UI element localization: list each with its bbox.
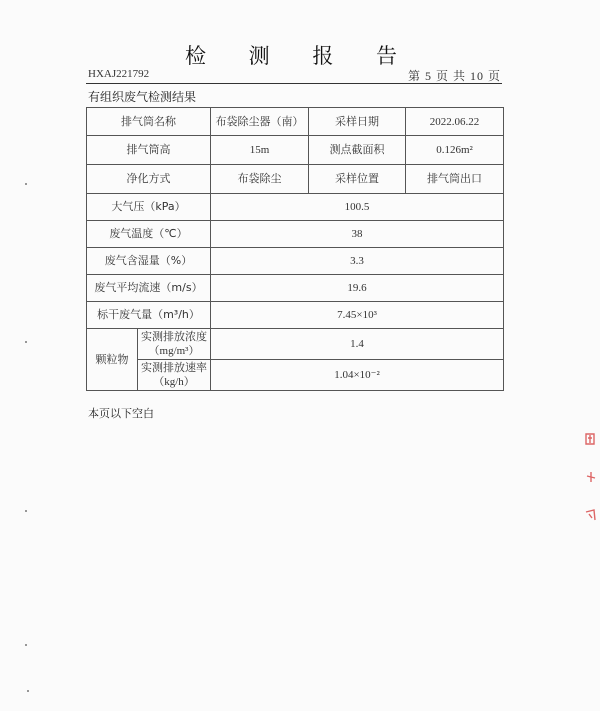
sampling-location-label: 采样位置 — [309, 165, 406, 194]
emission-rate-value: 1.04×10⁻² — [211, 360, 504, 391]
section-area-label: 测点截面积 — [309, 136, 406, 165]
scan-speck — [25, 341, 27, 343]
dry-gas-volume-value: 7.45×10³ — [211, 302, 504, 329]
temperature-label: 废气温度（℃） — [87, 221, 211, 248]
flow-velocity-label: 废气平均流速（m/s） — [87, 275, 211, 302]
sampling-location-value: 排气筒出口 — [406, 165, 504, 194]
table-row — [87, 221, 504, 248]
exhaust-test-results-table — [86, 107, 504, 391]
emission-concentration-label-line1: 实测排放浓度 — [141, 330, 207, 343]
temperature-value: 38 — [211, 221, 504, 248]
header-rule — [86, 83, 502, 84]
stack-name-label: 排气筒名称 — [87, 108, 211, 136]
table-row — [87, 329, 504, 360]
emission-concentration-label — [138, 329, 211, 360]
moisture-value: 3.3 — [211, 248, 504, 275]
scan-speck — [25, 183, 27, 185]
particulate-label: 颗粒物 — [87, 329, 138, 391]
pressure-label: 大气压（kPa） — [87, 194, 211, 221]
stack-height-value: 15m — [211, 136, 309, 165]
dry-gas-volume-label: 标干废气量（m³/h） — [87, 302, 211, 329]
table-row — [87, 275, 504, 302]
purification-method-label: 净化方式 — [87, 165, 211, 194]
emission-rate-unit: （kg/h） — [153, 376, 195, 388]
seal-stamp-fragment — [582, 428, 600, 528]
moisture-label: 废气含湿量（%） — [87, 248, 211, 275]
stack-name-value: 布袋除尘器（南） — [211, 108, 309, 136]
scan-speck — [25, 644, 27, 646]
table-row — [87, 302, 504, 329]
table-row — [87, 194, 504, 221]
report-number: HXAJ221792 — [88, 68, 150, 80]
section-title: 有组织废气检测结果 — [88, 90, 197, 104]
report-title: 检 测 报 告 — [184, 44, 416, 68]
table-row — [87, 108, 504, 136]
table-row — [87, 248, 504, 275]
emission-concentration-unit: （mg/m³） — [148, 345, 200, 357]
table-row — [87, 165, 504, 194]
section-area-value: 0.126m² — [406, 136, 504, 165]
page-number: 第 5 页 共 10 页 — [408, 69, 502, 83]
flow-velocity-value: 19.6 — [211, 275, 504, 302]
pressure-value: 100.5 — [211, 194, 504, 221]
purification-method-value: 布袋除尘 — [211, 165, 309, 194]
sampling-date-label: 采样日期 — [309, 108, 406, 136]
table-row — [87, 136, 504, 165]
table-row — [87, 360, 504, 391]
emission-rate-label-line1: 实测排放速率 — [141, 361, 207, 374]
sampling-date-value: 2022.06.22 — [406, 108, 504, 136]
stack-height-label: 排气筒高 — [87, 136, 211, 165]
emission-concentration-value: 1.4 — [211, 329, 504, 360]
blank-below-note: 本页以下空白 — [88, 407, 154, 420]
scan-speck — [27, 690, 29, 692]
emission-rate-label — [138, 360, 211, 391]
scan-speck — [25, 510, 27, 512]
